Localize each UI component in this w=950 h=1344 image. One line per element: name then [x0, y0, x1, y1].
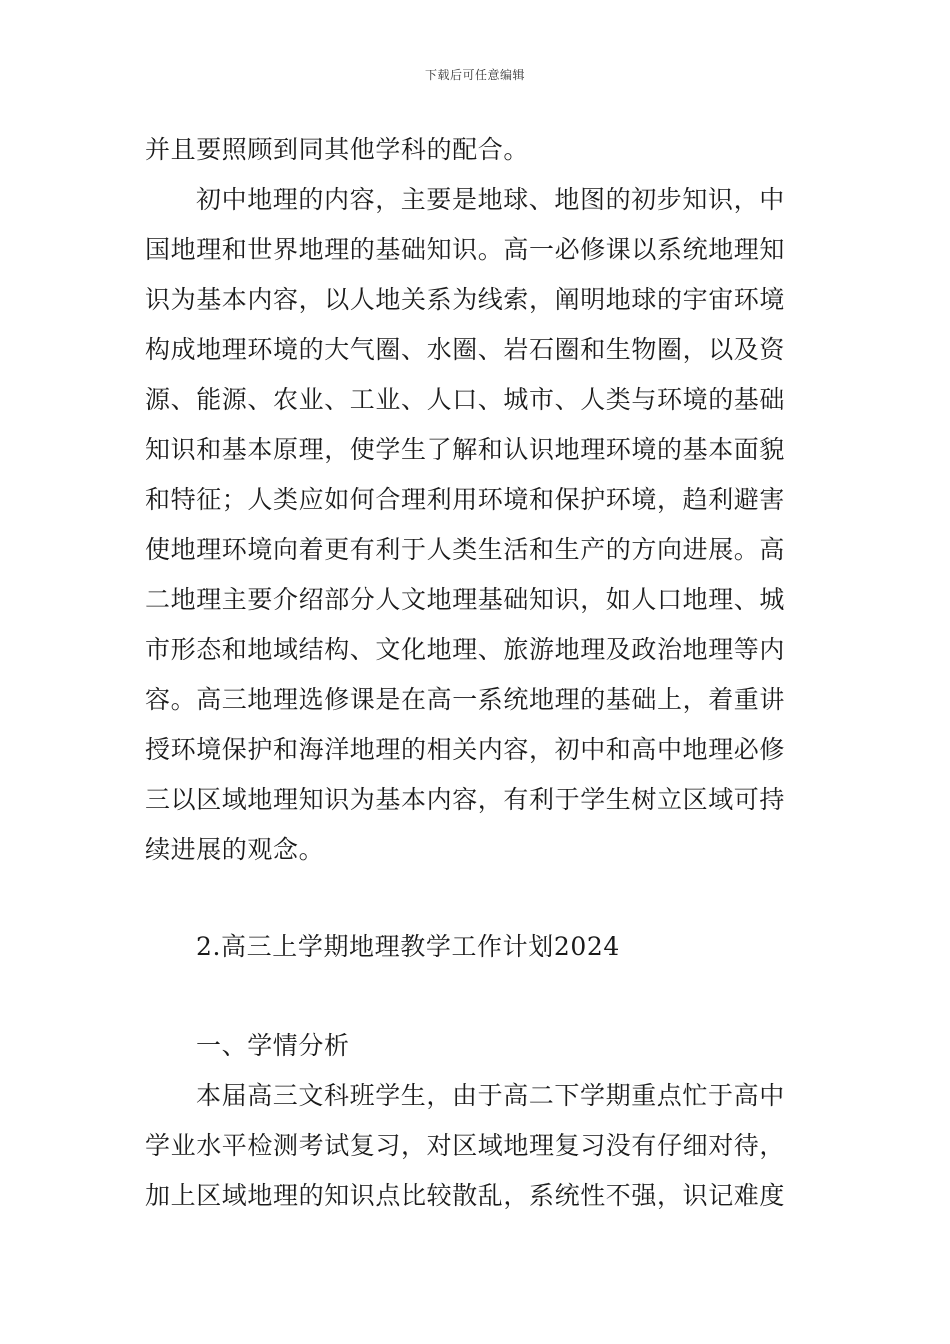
- text-line: 使地理环境向着更有利于人类生活和生产的方向进展。高: [145, 535, 786, 564]
- page-header: 下载后可任意编辑: [424, 68, 525, 82]
- text-line: 容。高三地理选修课是在高一系统地理的基础上，着重讲: [145, 685, 786, 714]
- text-line: 和特征；人类应如何合理利用环境和保护环境，趋利避害: [145, 485, 786, 514]
- text-line: 二地理主要介绍部分人文地理基础知识，如人口地理、城: [145, 585, 786, 614]
- text-line: 本届高三文科班学生，由于高二下学期重点忙于高中: [196, 1081, 785, 1110]
- text-line: 加上区域地理的知识点比较散乱，系统性不强，识记难度: [145, 1181, 786, 1210]
- text-line: 三以区域地理知识为基本内容，有利于学生树立区域可持: [145, 785, 786, 814]
- text-line: 国地理和世界地理的基础知识。高一必修课以系统地理知: [145, 235, 786, 264]
- text-line: 续进展的观念。: [145, 835, 325, 864]
- text-line: 构成地理环境的大气圈、水圈、岩石圈和生物圈，以及资: [145, 335, 786, 364]
- text-line: 市形态和地域结构、文化地理、旅游地理及政治地理等内: [145, 635, 786, 664]
- text-line: 初中地理的内容，主要是地球、地图的初步知识，中: [196, 185, 785, 214]
- subsection-title: 一、学情分析: [196, 1031, 350, 1060]
- text-line: 授环境保护和海洋地理的相关内容，初中和高中地理必修: [145, 735, 786, 764]
- text-line: 识为基本内容，以人地关系为线索，阐明地球的宇宙环境: [145, 285, 786, 314]
- text-line: 源、能源、农业、工业、人口、城市、人类与环境的基础: [145, 385, 786, 414]
- text-line: 并且要照顾到同其他学科的配合。: [145, 135, 530, 164]
- text-line: 知识和基本原理，使学生了解和认识地理环境的基本面貌: [145, 435, 786, 464]
- text-line: 学业水平检测考试复习，对区域地理复习没有仔细对待，: [145, 1131, 786, 1160]
- section-title: 2.高三上学期地理教学工作计划2024: [196, 932, 620, 961]
